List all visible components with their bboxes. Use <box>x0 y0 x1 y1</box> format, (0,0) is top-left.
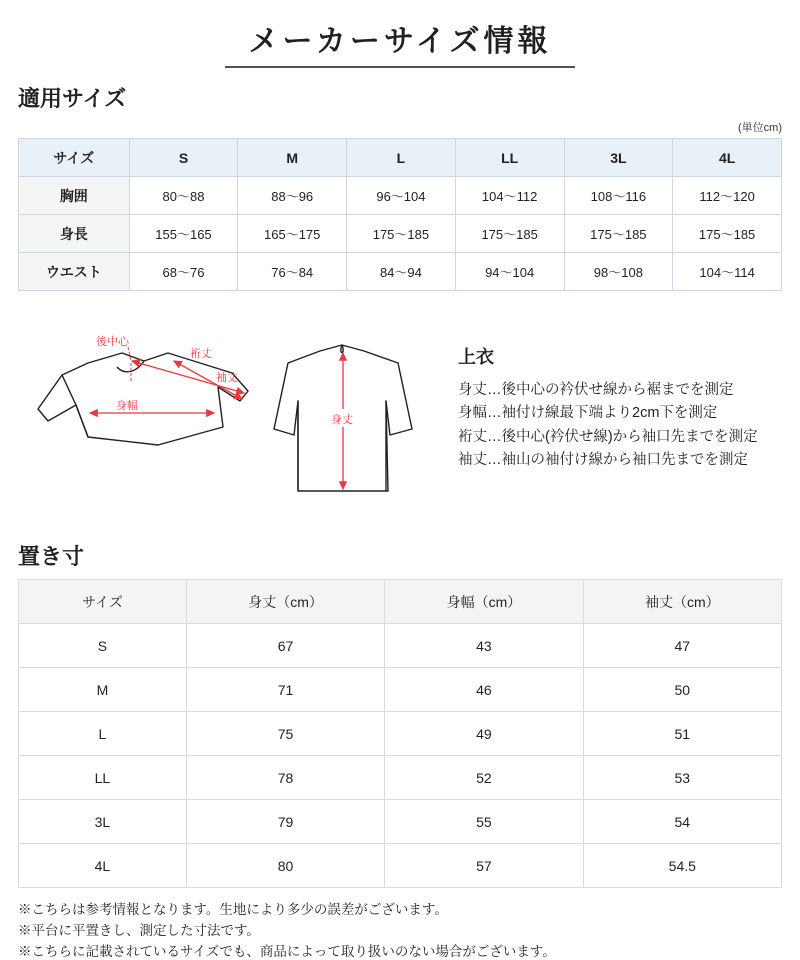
cell-size: L <box>19 712 187 756</box>
col-header-ll: LL <box>455 139 564 177</box>
table-row <box>19 624 782 668</box>
flat-measurements-table <box>18 579 782 888</box>
table-row <box>19 712 782 756</box>
row-header-chest: 胸囲 <box>19 177 130 215</box>
cell: 51 <box>583 712 781 756</box>
cell: 108〜116 <box>564 177 673 215</box>
cell: 112〜120 <box>673 177 782 215</box>
table-row <box>19 668 782 712</box>
row-header-waist: ウエスト <box>19 253 130 291</box>
measurement-legend <box>448 317 782 473</box>
col-header-body-width: 身幅（cm） <box>385 580 583 624</box>
table-row <box>19 756 782 800</box>
cell: 175〜185 <box>673 215 782 253</box>
col-header-sleeve-length: 袖丈（cm） <box>583 580 781 624</box>
col-header-body-length: 身丈（cm） <box>186 580 384 624</box>
cell: 175〜185 <box>564 215 673 253</box>
cell: 52 <box>385 756 583 800</box>
legend-line-body-width: 身幅…袖付け線最下端より2cm下を測定 <box>458 405 718 422</box>
cell: 76〜84 <box>238 253 347 291</box>
flat-measurements-table-wrap <box>0 579 800 888</box>
footnote-2: ※平台に平置きし、測定した寸法です。 <box>18 922 260 938</box>
cell: 71 <box>186 668 384 712</box>
diagram-legend-row <box>0 317 800 522</box>
table-header-row <box>19 139 782 177</box>
label-sleeve-length: 袖丈 <box>216 372 238 384</box>
cell-size: M <box>19 668 187 712</box>
cell: 55 <box>385 800 583 844</box>
cell: 57 <box>385 844 583 888</box>
cell: 54 <box>583 800 781 844</box>
label-body-width: 身幅 <box>116 400 138 412</box>
row-header-height: 身長 <box>19 215 130 253</box>
cell-size: LL <box>19 756 187 800</box>
cell: 67 <box>186 624 384 668</box>
cell: 165〜175 <box>238 215 347 253</box>
label-body-length: 身丈 <box>331 414 353 426</box>
cell: 50 <box>583 668 781 712</box>
legend-title: 上衣 <box>458 347 494 367</box>
cell-size: 4L <box>19 844 187 888</box>
cell: 49 <box>385 712 583 756</box>
cell: 53 <box>583 756 781 800</box>
cell: 96〜104 <box>347 177 456 215</box>
cell: 79 <box>186 800 384 844</box>
table-row <box>19 253 782 291</box>
cell: 75 <box>186 712 384 756</box>
cell: 78 <box>186 756 384 800</box>
table-row <box>19 215 782 253</box>
table-row <box>19 177 782 215</box>
legend-line-yuki: 裄丈…後中心(衿伏せ線)から袖口先までを測定 <box>458 428 758 445</box>
col-header-3l: 3L <box>564 139 673 177</box>
cell: 94〜104 <box>455 253 564 291</box>
table-row <box>19 844 782 888</box>
footnotes <box>0 888 800 960</box>
col-header-4l: 4L <box>673 139 782 177</box>
title-underline <box>225 66 575 68</box>
cell: 98〜108 <box>564 253 673 291</box>
label-back-center: 後中心 <box>96 336 129 348</box>
cell: 80〜88 <box>129 177 238 215</box>
footnote-1: ※こちらは参考情報となります。生地により多少の誤差がございます。 <box>18 902 448 917</box>
col-header-size: サイズ <box>19 580 187 624</box>
cell: 43 <box>385 624 583 668</box>
cell: 84〜94 <box>347 253 456 291</box>
cell: 54.5 <box>583 844 781 888</box>
label-sleeve-length-total: 裄丈 <box>190 348 212 360</box>
cell: 47 <box>583 624 781 668</box>
col-header-size: サイズ <box>19 139 130 177</box>
cell-size: 3L <box>19 800 187 844</box>
cell: 175〜185 <box>455 215 564 253</box>
garment-diagrams <box>18 317 448 522</box>
cell: 175〜185 <box>347 215 456 253</box>
page-title: メーカーサイズ情報 <box>248 25 552 58</box>
applicable-size-table <box>18 138 782 291</box>
legend-line-body-length: 身丈…後中心の衿伏せ線から裾までを測定 <box>458 382 734 398</box>
legend-line-sleeve: 袖丈…袖山の袖付け線から袖口先までを測定 <box>458 452 748 469</box>
garment-measure-illustration <box>18 317 448 517</box>
cell: 46 <box>385 668 583 712</box>
section-heading-flat-measurements: 置き寸 <box>18 544 85 569</box>
cell: 88〜96 <box>238 177 347 215</box>
col-header-s: S <box>129 139 238 177</box>
section-heading-applicable-size: 適用サイズ <box>18 86 127 111</box>
cell: 68〜76 <box>129 253 238 291</box>
col-header-l: L <box>347 139 456 177</box>
col-header-m: M <box>238 139 347 177</box>
cell: 104〜112 <box>455 177 564 215</box>
applicable-size-table-wrap <box>0 138 800 291</box>
cell: 104〜114 <box>673 253 782 291</box>
cell-size: S <box>19 624 187 668</box>
footnote-3: ※こちらに記載されているサイズでも、商品によって取り扱いのない場合がございます。 <box>18 943 556 959</box>
unit-note: (単位cm) <box>738 122 782 134</box>
table-row <box>19 800 782 844</box>
table-header-row <box>19 580 782 624</box>
cell: 80 <box>186 844 384 888</box>
cell: 155〜165 <box>129 215 238 253</box>
